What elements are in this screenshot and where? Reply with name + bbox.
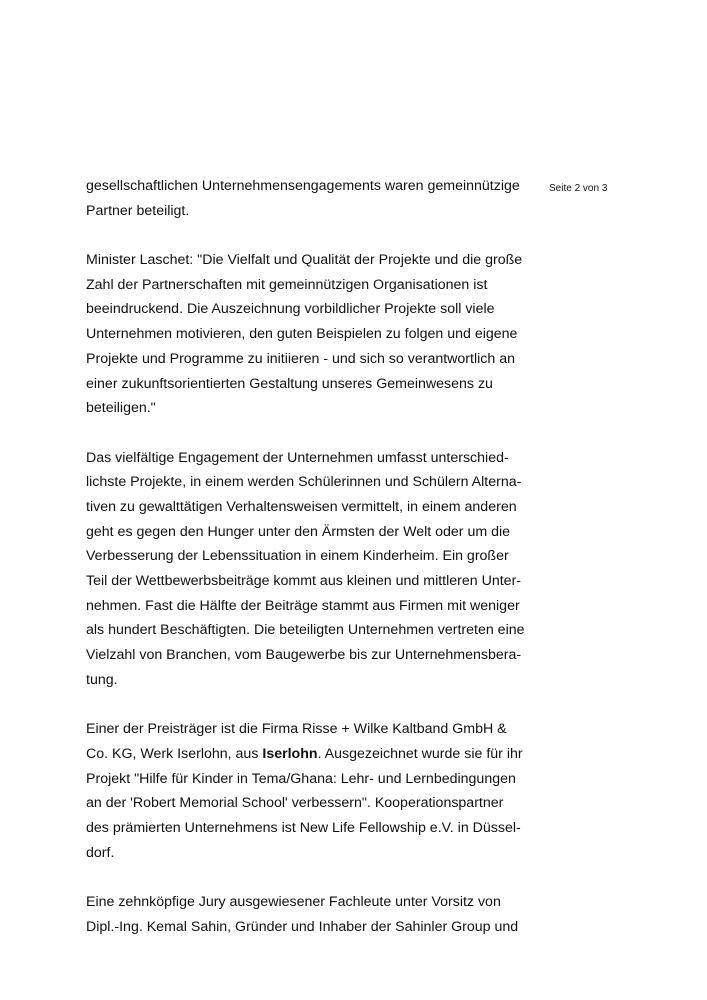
text-line: Das vielfältige Engagement der Unternehmen umfasst unterschied- (86, 449, 509, 466)
text-line: Projekte und Programme zu initiieren - und sich so verantwortlich an (86, 350, 515, 367)
paragraph-gap (86, 865, 531, 890)
body-text (86, 174, 531, 939)
text-segment: . Ausgezeichnet wurde sie für ihr (317, 745, 523, 762)
paragraph-gap (86, 692, 531, 717)
text-line: gesellschaftlichen Unternehmensengagements waren gemeinnützige (86, 178, 520, 194)
text-line: des prämierten Unternehmens ist New Life Fellowship e.V. in Düssel- (86, 819, 521, 836)
text-line: beeindruckend. Die Auszeichnung vorbildlicher Projekte soll viele (86, 301, 495, 318)
paragraph (86, 890, 531, 939)
page-number: Seite 2 von 3 (549, 183, 608, 194)
text-line: dorf. (86, 844, 115, 861)
paragraph-gap (86, 421, 531, 446)
text-line: tung. (86, 671, 118, 688)
text-line: Unternehmen motivieren, den guten Beispielen zu folgen und eigene (86, 326, 518, 343)
paragraph (86, 174, 531, 223)
text-line: Verbesserung der Lebenssituation in einem Kinderheim. Ein großer (86, 548, 509, 565)
paragraph (86, 446, 531, 693)
text-line: nehmen. Fast die Hälfte der Beiträge stammt aus Firmen mit weniger (86, 597, 520, 614)
text-line: Zahl der Partnerschaften mit gemeinnützigen Organisationen ist (86, 276, 488, 293)
text-line: Partner beteiligt. (86, 202, 190, 219)
text-line: beteiligen." (86, 400, 156, 417)
text-line: Dipl.-Ing. Kemal Sahin, Gründer und Inhaber der Sahinler Group und (86, 918, 519, 935)
text-line: Vielzahl von Branchen, vom Baugewerbe bis zur Unternehmensbera- (86, 647, 522, 664)
text-line: als hundert Beschäftigten. Die beteiligten Unternehmen vertreten eine (86, 622, 525, 639)
paragraph (86, 248, 531, 421)
text-line: Eine zehnköpfige Jury ausgewiesener Fachleute unter Vorsitz von (86, 893, 501, 910)
text-line: Teil der Wettbewerbsbeiträge kommt aus kleinen und mittleren Unter- (86, 573, 522, 589)
text-line: Projekt "Hilfe für Kinder in Tema/Ghana: Lehr- und Lernbedingungen (86, 770, 516, 787)
text-line: tiven zu gewalttätigen Verhaltensweisen vermittelt, in einem anderen (86, 498, 517, 515)
text-segment: Co. KG, Werk Iserlohn, aus (86, 745, 263, 762)
text-line: einer zukunftsorientierten Gestaltung unseres Gemeinwesens zu (86, 375, 493, 392)
text-line: Einer der Preisträger ist die Firma Risse + Wilke Kaltband GmbH & (86, 721, 507, 738)
text-line: geht es gegen den Hunger unter den Ärmsten der Welt oder um die (86, 523, 511, 540)
text-line: Minister Laschet: "Die Vielfalt und Qualität der Projekte und die große (86, 252, 523, 269)
paragraph (86, 717, 531, 865)
bold-city-name: Iserlohn (262, 745, 318, 762)
text-line (86, 742, 531, 767)
text-line: an der 'Robert Memorial School' verbessern". Kooperationspartner (86, 795, 504, 812)
text-line: lichste Projekte, in einem werden Schülerinnen und Schülern Alterna- (86, 474, 522, 491)
paragraph-gap (86, 223, 531, 248)
